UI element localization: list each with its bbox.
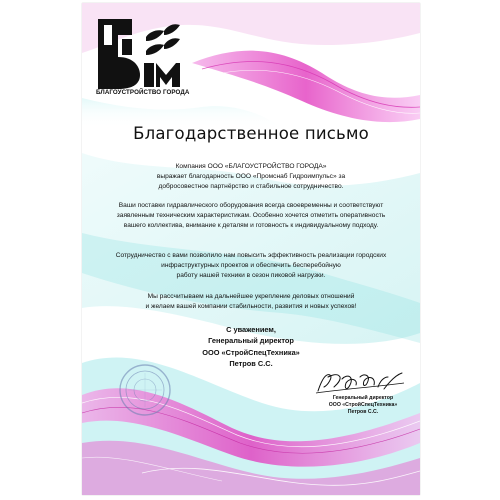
body-paragraph-4 (90, 292, 412, 312)
text-line: добросовестное партнёрство и стабильное сотрудничество. (158, 183, 344, 191)
closing-line: С уважением, (226, 325, 276, 334)
text-line: и желаем вашей компании стабильности, развития и новых успехов! (145, 303, 357, 311)
signature-line: ООО «СтройСпецТехника» (328, 402, 398, 408)
signature-line: Петров С.С. (347, 409, 379, 415)
closing-line: Петров С.С. (229, 359, 273, 369)
logo-caption: БЛАГОУСТРОЙСТВО ГОРОДА (96, 89, 190, 96)
letter-title: Благодарственное письмо (133, 124, 369, 143)
text-line: Сотрудничество с вами позволило нам повысить эффективность реализации городских (115, 252, 387, 259)
text-line: выражает благодарность ООО «Промснаб Гидроимпульс» за (156, 173, 346, 181)
signature-block (308, 395, 418, 416)
text-line: Мы рассчитываем на дальнейшее укрепление деловых отношений (147, 293, 355, 300)
text-line: вашего коллектива, внимание к деталям и готовность к индивидуальному подходу. (123, 222, 379, 230)
body-paragraph-3 (90, 251, 412, 282)
text-line: Ваши поставки гидравлического оборудования всегда своевременны и соответствуют (118, 202, 384, 209)
text-line: Компания ООО «БЛАГОУСТРОЙСТВО ГОРОДА» (175, 163, 327, 170)
body-paragraph-2 (90, 201, 412, 232)
text-line: заявленным техническим характеристикам. Особенно хочется отметить оперативность (116, 212, 386, 220)
text-line: работу нашей техники в сезон пиковой нагрузки. (176, 272, 326, 280)
handwritten-signature (314, 369, 406, 395)
letter-page (82, 3, 420, 495)
company-stamp (118, 363, 172, 417)
text-line: инфраструктурных проектов и обеспечить бесперебойную (161, 262, 341, 270)
intro-paragraph (90, 162, 412, 193)
closing-line: Генеральный директор (208, 336, 294, 346)
closing-line: ООО «СтройСпецТехника» (202, 347, 300, 357)
signature-line: Генеральный директор (332, 395, 394, 401)
